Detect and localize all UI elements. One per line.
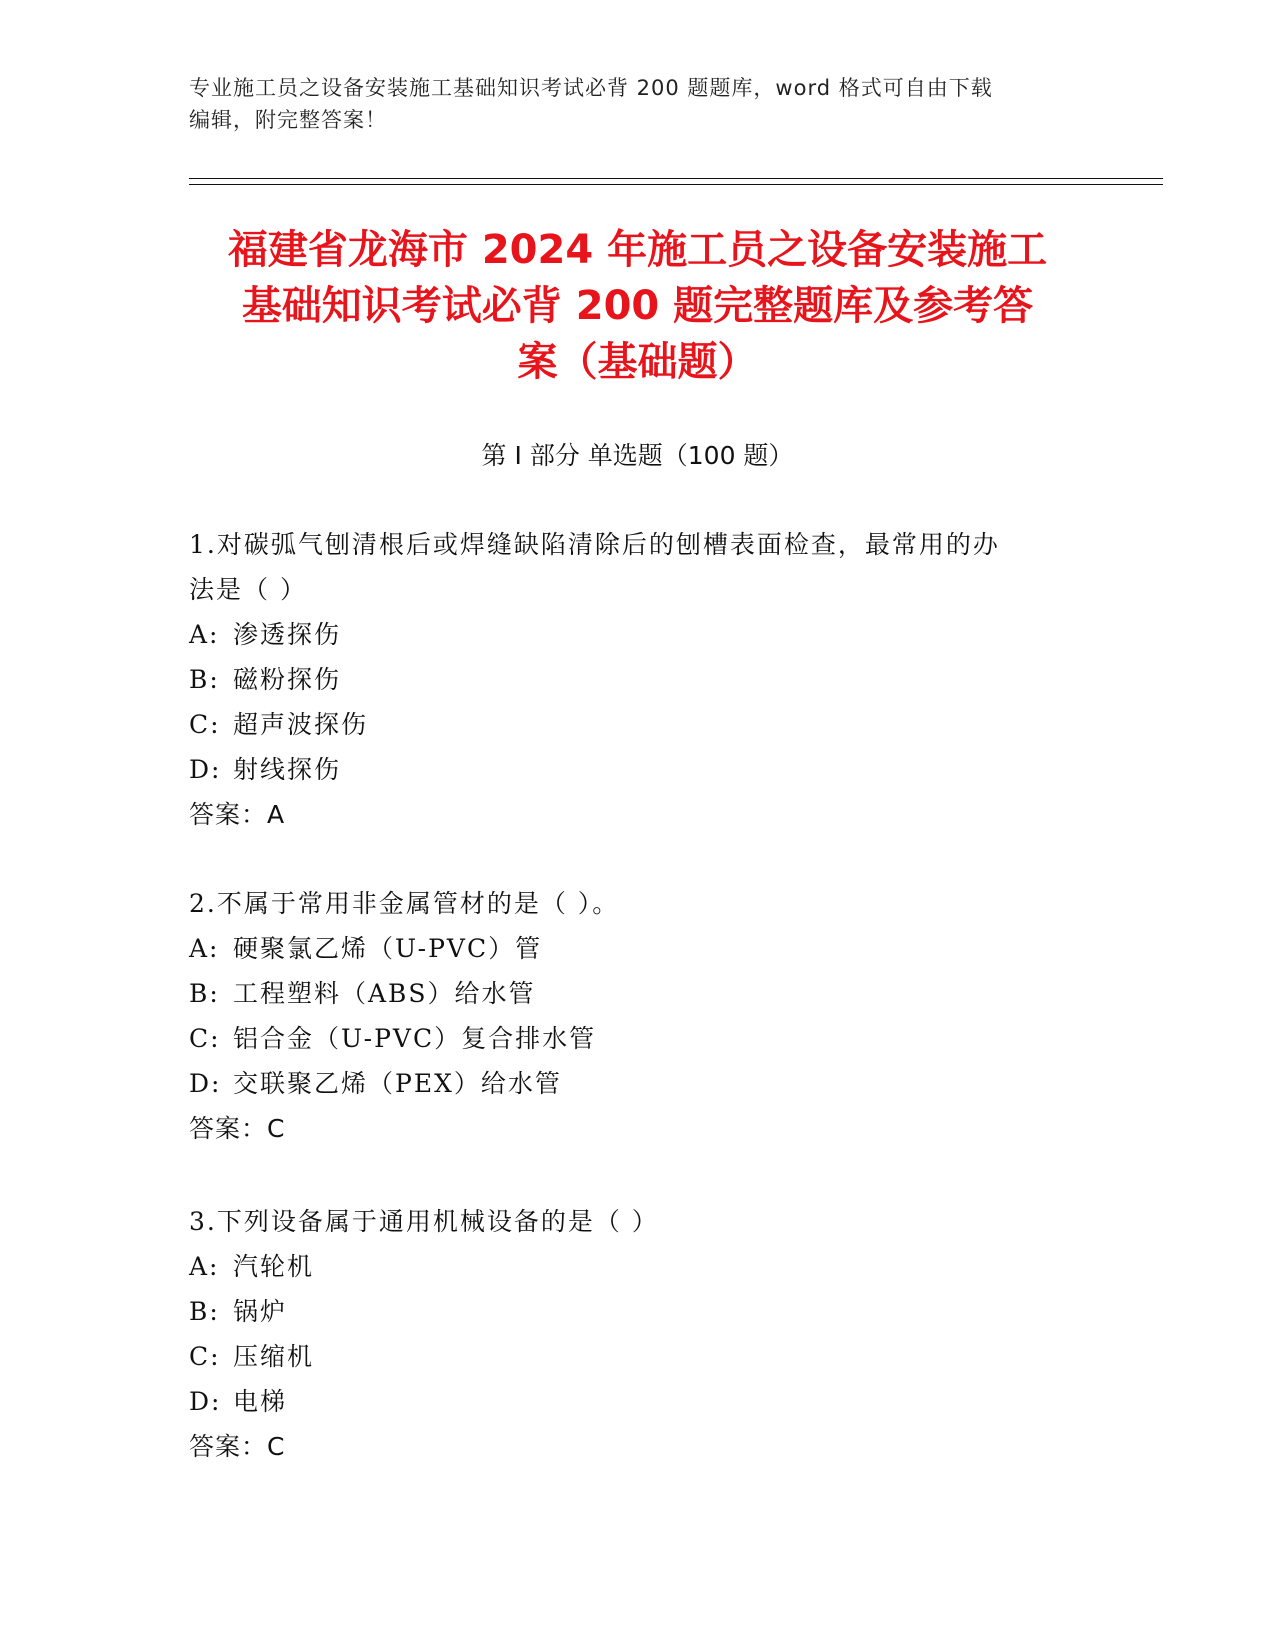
option-key: B: <box>189 1297 220 1326</box>
option-text: 硬聚氯乙烯（U-PVC）管 <box>233 934 543 963</box>
section-heading: 第 I 部分 单选题（100 题） <box>481 441 794 470</box>
option-key: C: <box>189 1024 221 1053</box>
answer-line: 答案：C <box>189 1114 286 1143</box>
question-item <box>189 881 1089 1151</box>
option-c <box>189 1334 1089 1379</box>
option-key: C: <box>189 1342 221 1371</box>
option-a <box>189 926 1089 971</box>
intro-line: 专业施工员之设备安装施工基础知识考试必背 200 题题库，word 格式可自由下载 <box>189 76 993 100</box>
question-item <box>189 522 1089 837</box>
option-text: 电梯 <box>233 1387 288 1416</box>
option-key: A: <box>189 620 220 649</box>
option-text: 磁粉探伤 <box>233 665 342 694</box>
option-text: 压缩机 <box>233 1342 315 1371</box>
option-key: A: <box>189 1252 220 1281</box>
option-d <box>189 1061 1089 1106</box>
option-a <box>189 1244 1089 1289</box>
option-key: D: <box>189 755 222 784</box>
option-key: A: <box>189 934 220 963</box>
option-text: 渗透探伤 <box>233 620 342 649</box>
header-divider <box>189 178 1163 179</box>
question-stem: 3.下列设备属于通用机械设备的是（ ） <box>189 1207 659 1236</box>
option-text: 锅炉 <box>233 1297 288 1326</box>
option-c <box>189 1016 1089 1061</box>
option-a <box>189 612 1089 657</box>
option-text: 汽轮机 <box>233 1252 315 1281</box>
question-stem: 2.不属于常用非金属管材的是（ ）。 <box>189 889 620 918</box>
option-text: 工程塑料（ABS）给水管 <box>233 979 536 1008</box>
option-text: 铝合金（U-PVC）复合排水管 <box>233 1024 597 1053</box>
option-b <box>189 1289 1089 1334</box>
answer-line: 答案：A <box>189 800 286 829</box>
option-b <box>189 657 1089 702</box>
option-text: 超声波探伤 <box>233 710 369 739</box>
document-title <box>150 222 1125 390</box>
header-divider <box>189 184 1163 185</box>
option-key: C: <box>189 710 221 739</box>
option-key: D: <box>189 1387 222 1416</box>
question-stem: 法是（ ） <box>189 575 307 604</box>
option-text: 交联聚乙烯（PEX）给水管 <box>233 1069 562 1098</box>
option-d <box>189 747 1089 792</box>
question-item <box>189 1199 1089 1469</box>
intro-line: 编辑，附完整答案！ <box>189 108 387 132</box>
option-d <box>189 1379 1089 1424</box>
intro-text <box>189 72 1089 136</box>
option-key: B: <box>189 665 220 694</box>
option-key: D: <box>189 1069 222 1098</box>
option-key: B: <box>189 979 220 1008</box>
answer-line: 答案：C <box>189 1432 286 1461</box>
option-text: 射线探伤 <box>233 755 342 784</box>
title-line: 福建省龙海市 2024 年施工员之设备安装施工 <box>227 227 1048 273</box>
title-line: 案（基础题） <box>517 339 758 385</box>
title-line: 基础知识考试必背 200 题完整题库及参考答 <box>241 283 1034 329</box>
option-c <box>189 702 1089 747</box>
option-b <box>189 971 1089 1016</box>
question-stem: 1.对碳弧气刨清根后或焊缝缺陷清除后的刨槽表面检查，最常用的办 <box>189 530 1000 559</box>
